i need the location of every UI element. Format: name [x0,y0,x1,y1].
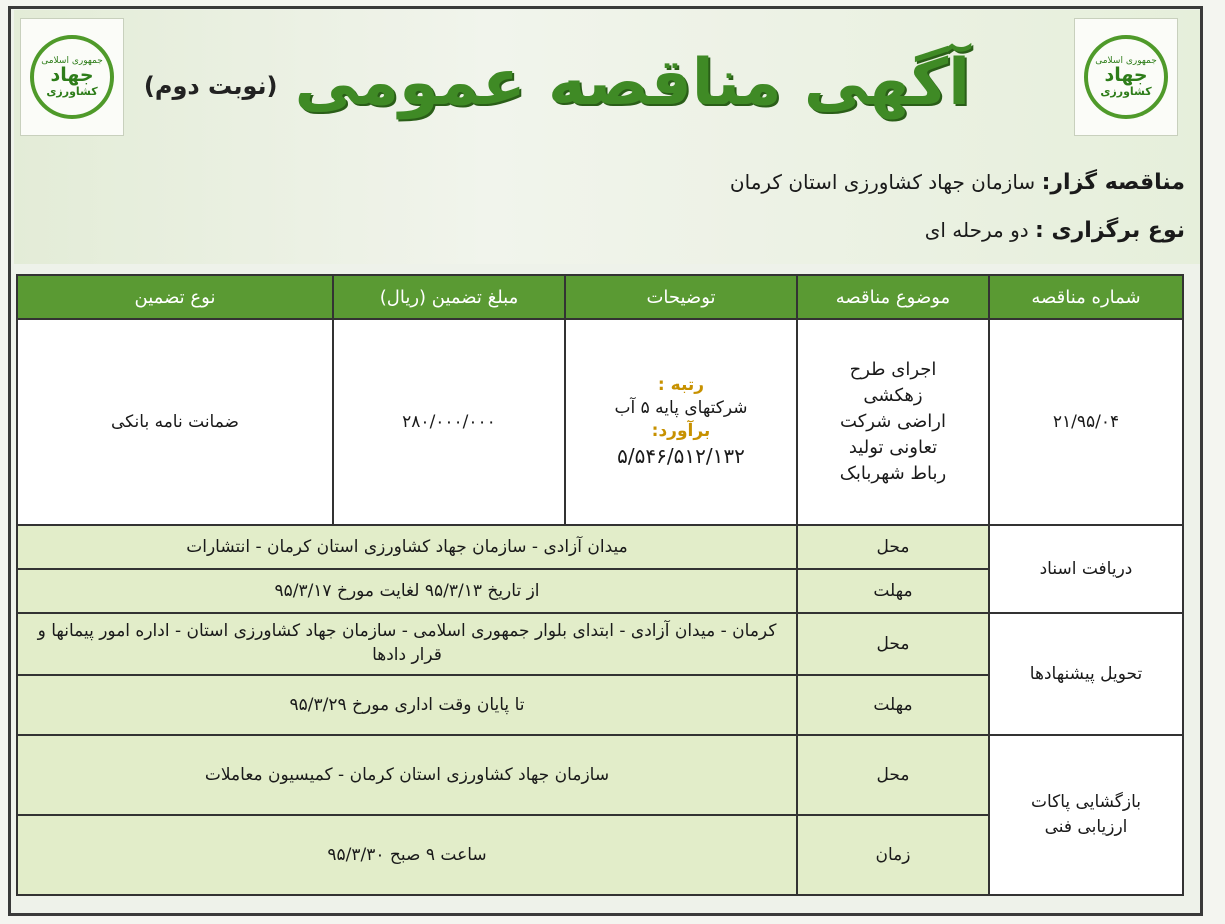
proposals-place-value: کرمان - میدان آزادی - ابتدای بلوار جمهوری اسلامی - سازمان جهاد کشاورزی استان - اداره امور پیمانها و قرار دادها [17,613,797,675]
opening-place-label: محل [797,735,989,815]
estimate-value: ۵/۵۴۶/۵۱۲/۱۳۲ [617,443,745,468]
tender-number: ۲۱/۹۵/۰۴ [989,319,1183,525]
table-header-row [17,275,1183,319]
rank-value: شرکتهای پایه ۵ آب [614,398,748,419]
logo-line2: جهاد [1104,63,1148,86]
documents-deadline-label: مهلت [797,569,989,613]
estimate-label: برآورد: [651,420,711,441]
ad-title [143,46,970,136]
documents-deadline-value: از تاریخ ۹۵/۳/۱۳ لغایت مورخ ۹۵/۳/۱۷ [17,569,797,613]
documents-place-label: محل [797,525,989,569]
proposals-place-label: محل [797,613,989,675]
organizer-label: مناقصه گزار: [1041,170,1185,195]
guarantee-amount: ۲۸۰/۰۰۰/۰۰۰ [333,319,565,525]
organizer-line [485,170,1185,195]
header-guarantee-amount: مبلغ تضمین (ریال) [333,275,565,319]
opening-place-value: سازمان جهاد کشاورزی استان کرمان - کمیسیون معاملات [17,735,797,815]
table-row [17,319,1183,525]
type-value: دو مرحله ای [924,218,1029,242]
tender-table [16,274,1184,896]
logo-line2: جهاد [50,63,94,86]
jahad-logo-left [20,18,124,136]
opening-label: بازگشایی پاکات ارزیابی فنی [989,735,1183,895]
type-line [485,218,1185,243]
title-main: آگهی مناقصه عمومی [294,46,970,120]
header-subject: موضوع مناقصه [797,275,989,319]
title-sub: (نوبت دوم) [143,72,278,100]
header-description: توضیحات [565,275,797,319]
proposals-place-row [17,613,1183,675]
header-number: شماره مناقصه [989,275,1183,319]
organizer-value: سازمان جهاد کشاورزی استان کرمان [729,170,1036,194]
opening-time-value: ساعت ۹ صبح ۹۵/۳/۳۰ [17,815,797,895]
logo-line3: کشاورزی [1100,84,1152,98]
logo-line3: کشاورزی [46,84,98,98]
logo-emblem-icon [1084,35,1168,119]
type-label: نوع برگزاری : [1035,218,1185,243]
documents-place-row [17,525,1183,569]
logo-line1: جمهوری اسلامی [1095,55,1157,66]
logo-line1: جمهوری اسلامی [41,55,103,66]
tender-description [565,319,797,525]
tender-subject: اجرای طرح زهکشی اراضی شرکت تعاونی تولید رباط شهربابک [797,319,989,525]
header-guarantee-type: نوع تضمین [17,275,333,319]
opening-time-label: زمان [797,815,989,895]
documents-label: دریافت اسناد [989,525,1183,613]
proposals-deadline-label: مهلت [797,675,989,735]
proposals-deadline-value: تا پایان وقت اداری مورخ ۹۵/۳/۲۹ [17,675,797,735]
jahad-logo-right [1074,18,1178,136]
guarantee-type: ضمانت نامه بانکی [17,319,333,525]
rank-label: رتبه : [657,375,705,396]
proposals-label: تحویل پیشنهادها [989,613,1183,735]
logo-emblem-icon [30,35,114,119]
documents-place-value: میدان آزادی - سازمان جهاد کشاورزی استان کرمان - انتشارات [17,525,797,569]
opening-place-row [17,735,1183,815]
